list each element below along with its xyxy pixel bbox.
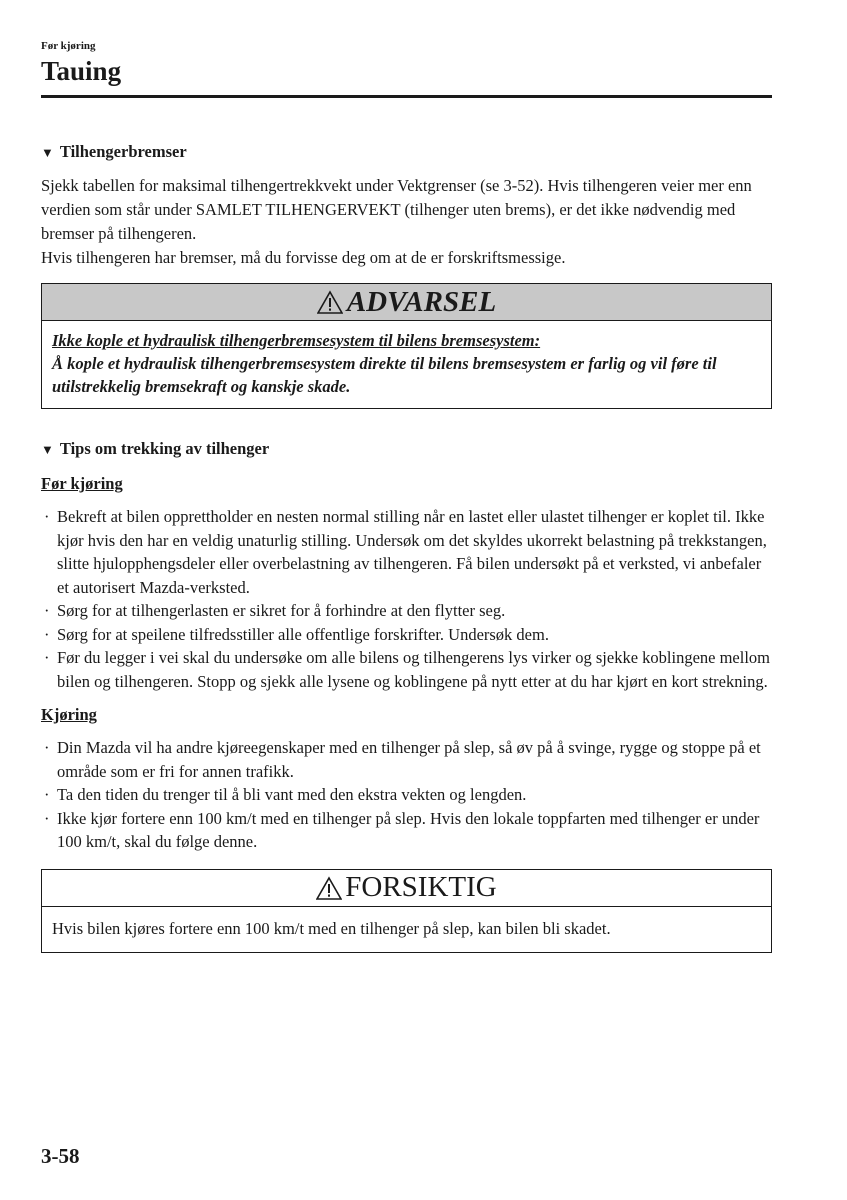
- page-title: Tauing: [41, 56, 122, 86]
- breadcrumb: Før kjøring: [41, 40, 96, 52]
- content: [41, 140, 772, 953]
- list-item: · Før du legger i vei skal du undersøke om alle bilens og tilhengerens lys virker og sjekke koblingene mellom bilen og tilhengeren. Stopp og sjekk alle lysene og koblingene på nytt etter at du har kjørt en kort strekning.: [44, 648, 771, 691]
- brakes-paragraph-1: Sjekk tabellen for maksimal tilhengertrekkvekt under Vektgrenser (se 3-52). Hvis tilhengeren veier mer enn verdien som står under SAMLET TILHENGERVEKT (tilhenger uten brems), er det ikke nødvendig med bremser på tilhengeren.: [41, 176, 752, 243]
- section-heading-tips: [41, 437, 772, 462]
- warning-text: Å kople et hydraulisk tilhengerbremsesystem direkte til bilens bremsesystem er farlig og vil føre til utilstrekkelig bremsekraft og kanskje skade.: [52, 354, 717, 396]
- before-driving-list: [41, 505, 772, 693]
- list-item: · Ta den tiden du trenger til å bli vant med den ekstra vekten og lengden.: [44, 785, 527, 804]
- caution-box: [41, 869, 772, 953]
- caution-title: FORSIKTIG: [345, 871, 497, 903]
- section-heading-text: Tips om trekking av tilhenger: [59, 439, 270, 458]
- title-divider: [41, 95, 772, 98]
- subheading-before-driving: Før kjøring: [41, 474, 123, 493]
- list-item: · Din Mazda vil ha andre kjøreegenskaper med en tilhenger på slep, så øv på å svinge, rygge og stoppe på et område som er fri for annen trafikk.: [44, 738, 761, 781]
- list-item: · Sørg for at tilhengerlasten er sikret for å forhindre at den flytter seg.: [44, 601, 506, 620]
- page-number: 3-58: [41, 1144, 80, 1168]
- list-item: · Sørg for at speilene tilfredsstiller alle offentlige forskrifter. Undersøk dem.: [44, 624, 549, 644]
- list-item: · Bekreft at bilen opprettholder en nesten normal stilling når en lastet eller ulastet tilhenger er koplet til. Ikke kjør hvis den har en veldig unaturlig stilling. Undersøk om det skyldes ukorrekt belastning på trekkstangen, slitte hjulopphengsdeler eller overbelastning av tilhengeren. Få bilen undersøkt på et verksted, vi anbefaler et autorisert Mazda-verksted.: [44, 507, 767, 597]
- warning-box: [41, 283, 772, 409]
- warning-body: [42, 321, 771, 408]
- triangle-down-icon: ▼: [41, 442, 54, 457]
- caution-text: Hvis bilen kjøres fortere enn 100 km/t med en tilhenger på slep, kan bilen bli skadet.: [52, 918, 611, 938]
- section-heading-text: Tilhengerbremser: [59, 142, 187, 161]
- list-item: · Ikke kjør fortere enn 100 km/t med en tilhenger på slep. Hvis den lokale toppfarten med tilhenger er under 100 km/t, skal du følge denne.: [44, 808, 760, 851]
- section-heading-brakes: [41, 140, 772, 165]
- warning-lead: Ikke kople et hydraulisk tilhengerbremsesystem til bilens bremsesystem:: [52, 331, 541, 350]
- brakes-paragraph-2: Hvis tilhengeren har bremser, må du forvisse deg om at de er forskriftsmessige.: [41, 248, 566, 267]
- warning-title: ADVARSEL: [346, 285, 497, 318]
- triangle-down-icon: ▼: [41, 145, 54, 160]
- warning-triangle-icon: [316, 876, 342, 900]
- caution-header: [42, 870, 771, 907]
- warning-triangle-icon: [317, 290, 343, 314]
- driving-list: [41, 736, 772, 854]
- subheading-driving: Kjøring: [41, 705, 97, 724]
- warning-header: [42, 284, 771, 321]
